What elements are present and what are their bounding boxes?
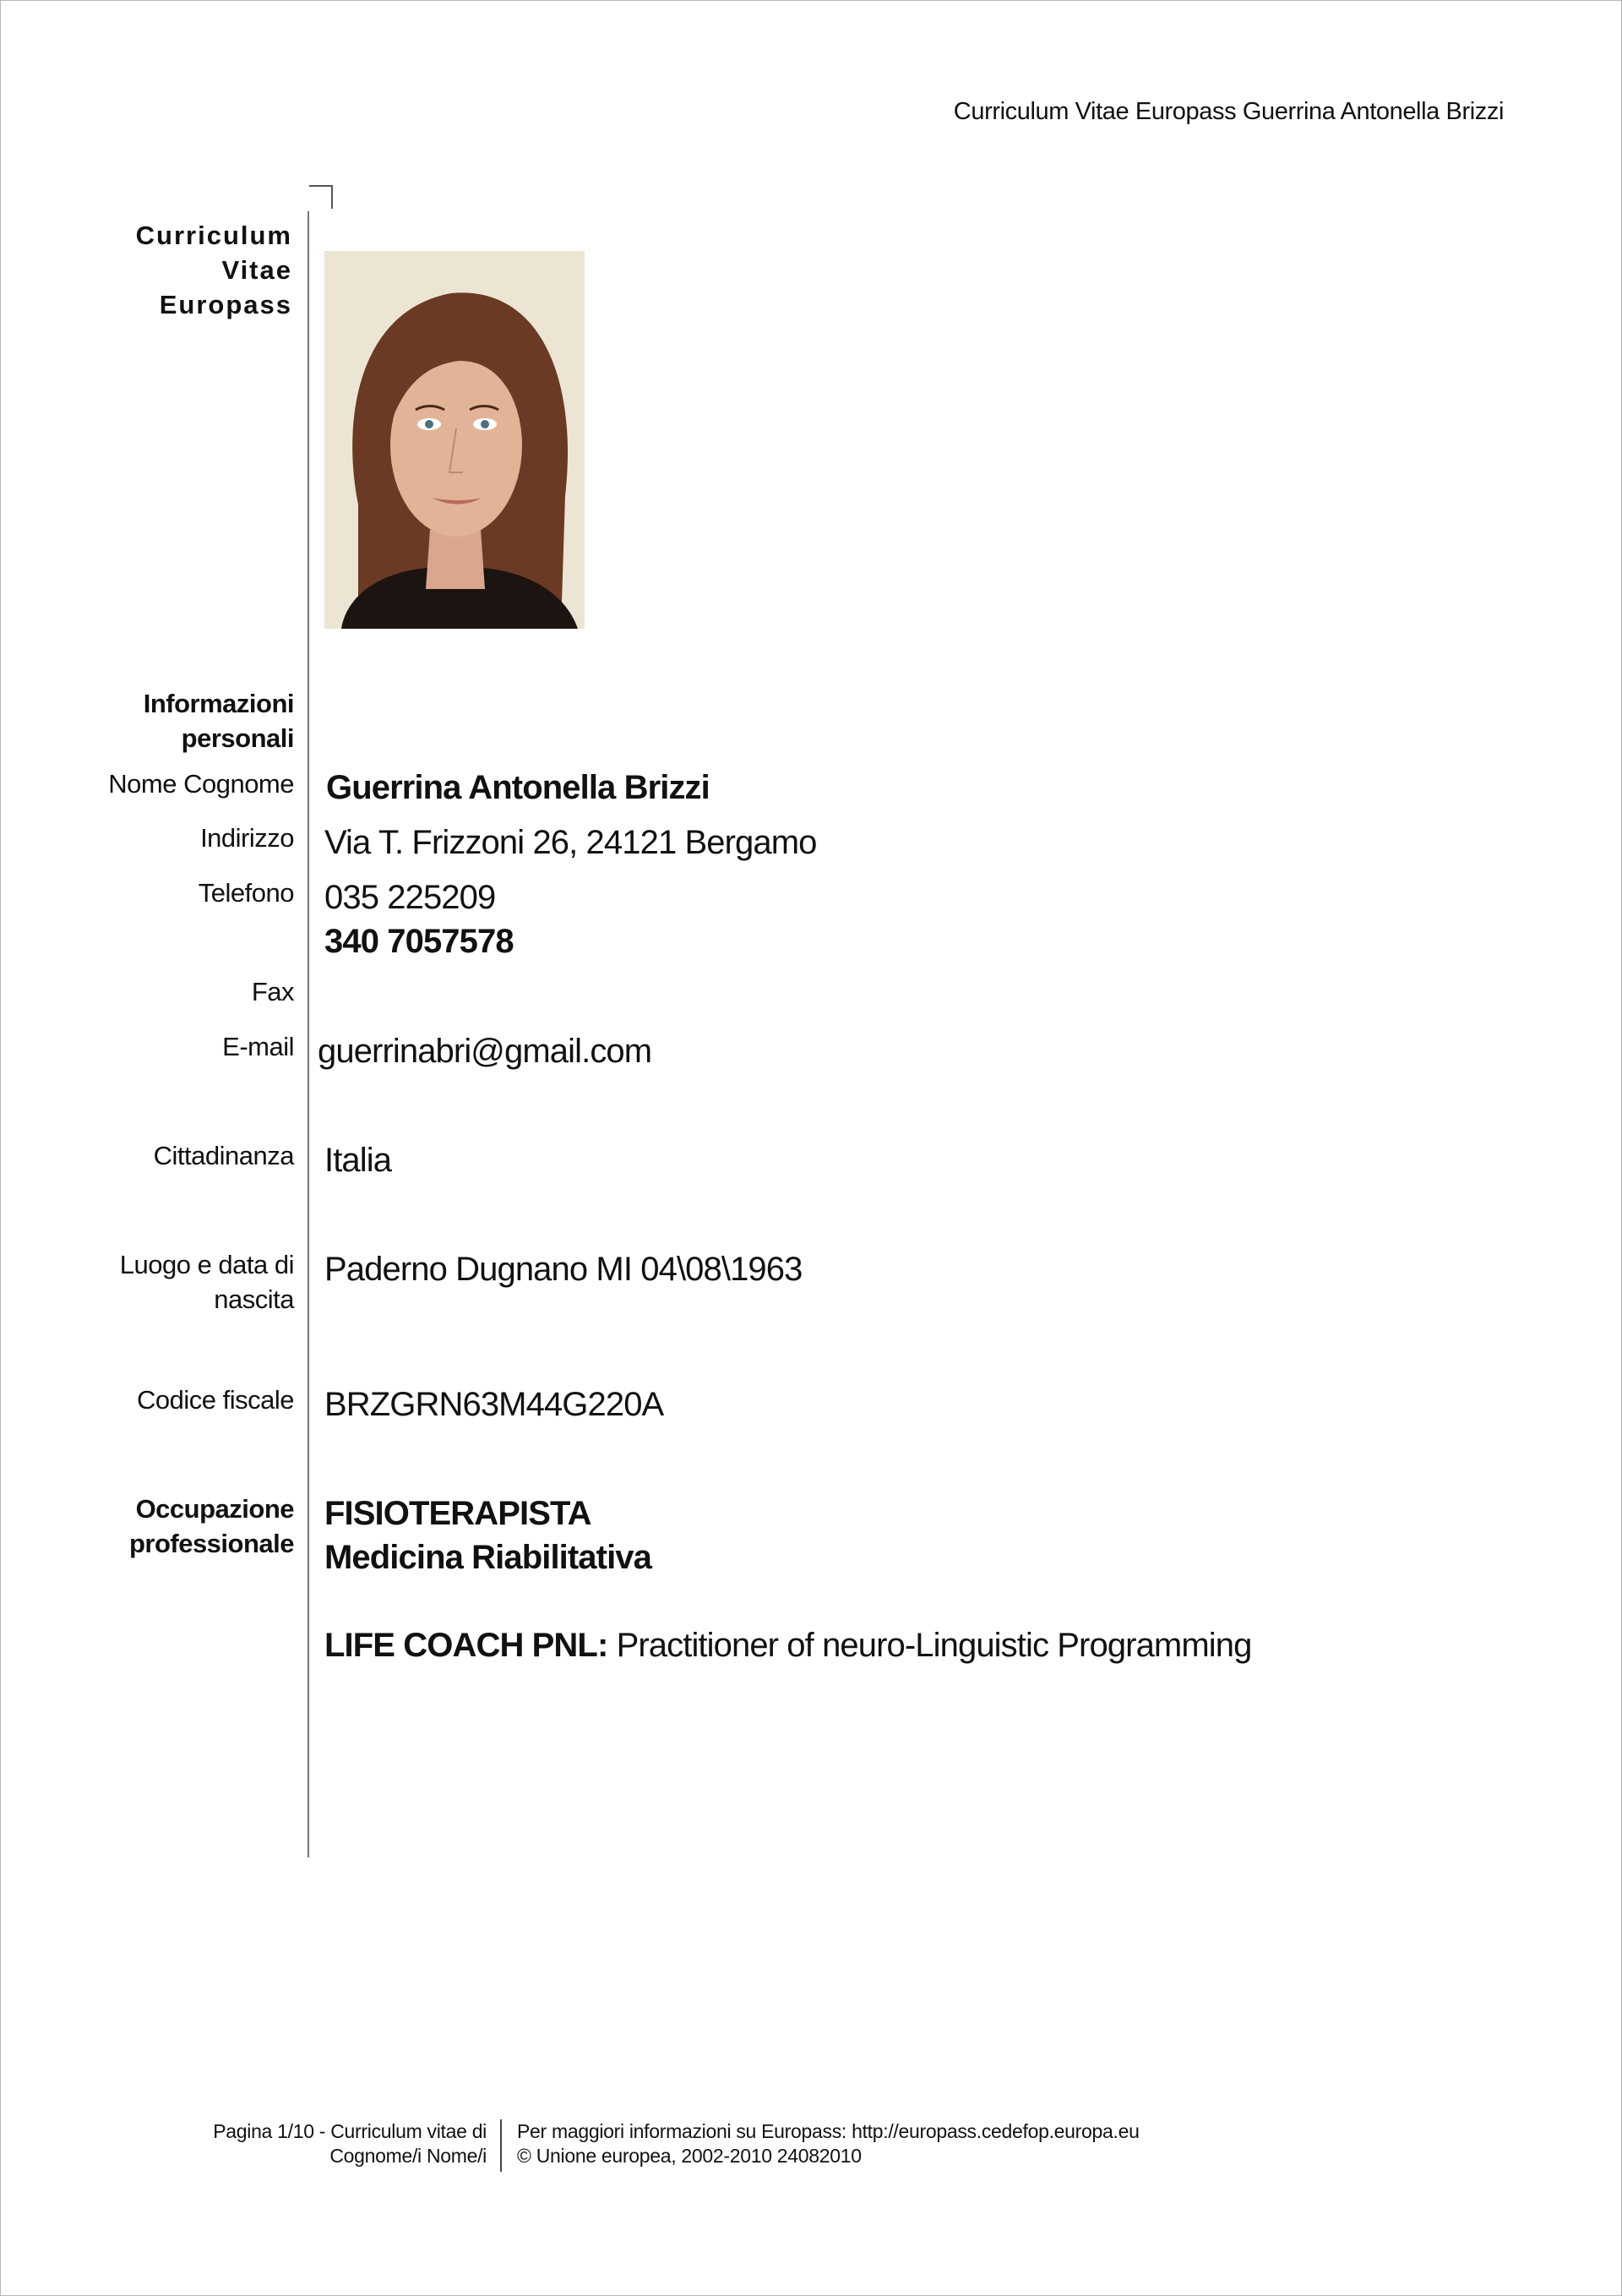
citizenship-value: Italia — [324, 1142, 392, 1179]
cv-title-line2: Vitae — [221, 255, 292, 285]
cv-title-line1: Curriculum — [135, 221, 292, 250]
footer-right-line2: © Unione europea, 2002-2010 24082010 — [517, 2145, 862, 2167]
life-coach-title: LIFE COACH PNL: — [324, 1627, 608, 1664]
birth-value: Paderno Dugnano MI 04\08\1963 — [324, 1251, 803, 1288]
email-label: E-mail — [222, 1032, 294, 1061]
phone-label: Telefono — [198, 878, 294, 908]
occupation-label-line2: professionale — [128, 1529, 294, 1558]
tax-code-value: BRZGRN63M44G220A — [324, 1386, 664, 1423]
occupation-subtitle: Medicina Riabilitativa — [324, 1539, 651, 1576]
phone-value-landline: 035 225209 — [324, 879, 496, 916]
name-label: Nome Cognome — [108, 769, 294, 799]
footer-right-line1: Per maggiori informazioni su Europass: http://europass.cedefop.europa.eu — [517, 2120, 1140, 2142]
fax-label: Fax — [251, 977, 294, 1006]
email-value[interactable]: guerrinabri@gmail.com — [318, 1033, 652, 1070]
occupation-label-line1: Occupazione — [135, 1494, 294, 1524]
tax-code-label: Codice fiscale — [137, 1385, 294, 1415]
cv-title-line3: Europass — [159, 290, 292, 319]
section-personal-line1: Informazioni — [143, 689, 294, 718]
address-label: Indirizzo — [200, 823, 294, 853]
birth-label-line1: Luogo e data di — [119, 1250, 294, 1279]
section-personal-line2: personali — [181, 723, 294, 753]
page-header: Curriculum Vitae Europass Guerrina Antonella Brizzi — [953, 98, 1504, 125]
address-value: Via T. Frizzoni 26, 24121 Bergamo — [324, 824, 817, 861]
footer-europass-info — [517, 2119, 1140, 2168]
portrait-photo — [324, 251, 585, 629]
footer-divider — [500, 2119, 502, 2172]
citizenship-label: Cittadinanza — [153, 1141, 294, 1170]
column-divider — [308, 211, 309, 1857]
occupation-title: FISIOTERAPISTA — [324, 1495, 591, 1532]
portrait-photo-icon — [324, 251, 585, 629]
occupation-label — [129, 1492, 294, 1561]
cv-title — [136, 218, 292, 322]
name-value: Guerrina Antonella Brizzi — [326, 769, 710, 806]
footer-page-info — [213, 2119, 487, 2168]
phone-value-mobile: 340 7057578 — [324, 923, 514, 960]
corner-mark — [309, 185, 333, 209]
footer-left-line2: Cognome/i Nome/i — [329, 2145, 487, 2167]
life-coach-line — [324, 1623, 1251, 1667]
birth-label — [120, 1247, 294, 1317]
birth-label-line2: nascita — [214, 1284, 294, 1314]
section-personal-info — [144, 686, 294, 755]
footer-left-line1: Pagina 1/10 - Curriculum vitae di — [213, 2120, 487, 2142]
life-coach-description: Practitioner of neuro-Linguistic Programming — [607, 1627, 1252, 1664]
